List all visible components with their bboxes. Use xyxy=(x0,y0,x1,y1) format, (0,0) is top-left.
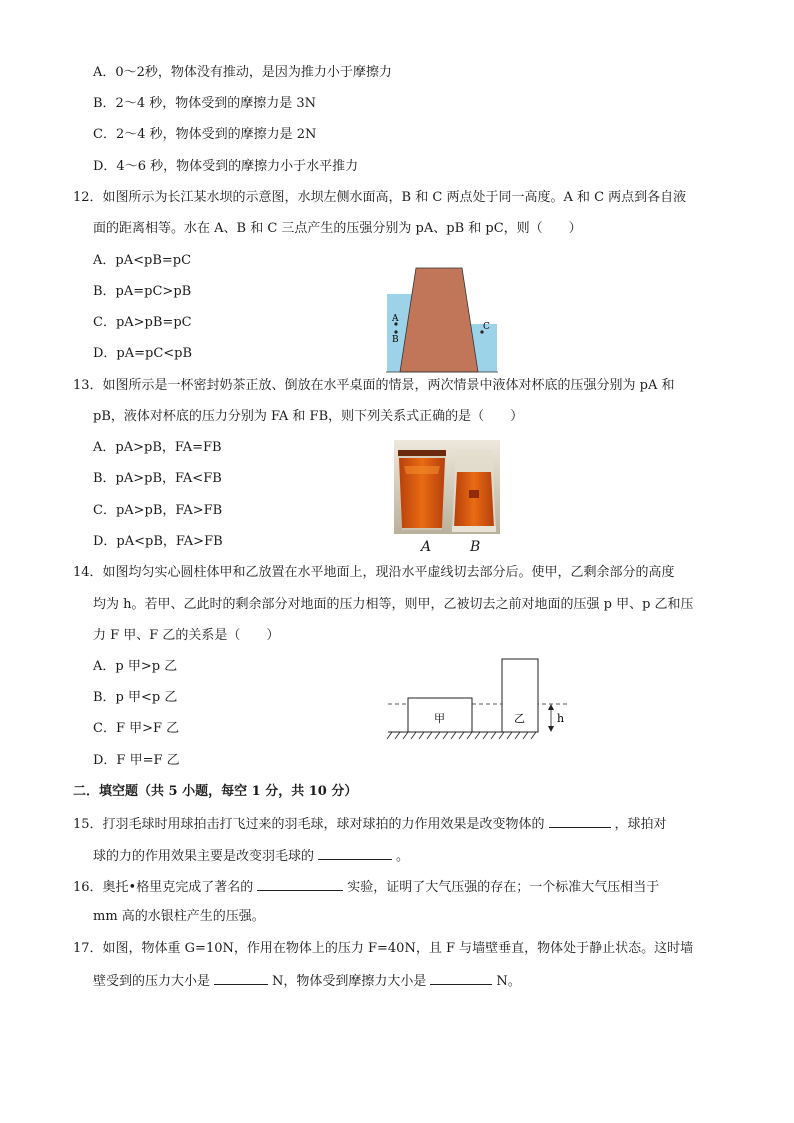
photo-label-b: B xyxy=(470,539,481,555)
q15-text-4: 。 xyxy=(396,849,410,864)
q16-line2: mm 高的水银柱产生的压强。 xyxy=(93,909,265,924)
label-jia: 甲 xyxy=(434,712,445,725)
dam-body xyxy=(400,268,478,372)
q14-stem-line1: 14．如图均匀实心圆柱体甲和乙放置在水平地面上，现沿水平虚线切去部分后。使甲，乙剩余部分的高度 xyxy=(73,565,675,580)
q12-option-a: A．pA<pB=pC xyxy=(93,253,192,268)
q13-option-d: D．pA<pB，FA>FB xyxy=(93,534,223,549)
q12-option-c: C．pA>pB=pC xyxy=(93,315,192,330)
section-heading-fill-blank: 二．填空题（共 5 小题，每空 1 分，共 10 分） xyxy=(73,784,358,799)
q16-text-2: 实验，证明了大气压强的存在；一个标准大气压相当于 xyxy=(347,880,660,895)
dam-diagram xyxy=(386,266,498,374)
q13-option-b: B．pA>pB，FA<FB xyxy=(93,471,222,486)
point-b-dot xyxy=(394,330,397,333)
milk-tea-photo xyxy=(394,440,500,534)
q17-text-1: 壁受到的压力大小是 xyxy=(93,974,211,989)
q15-text-1: 15．打羽毛球时用球拍击打飞过来的羽毛球，球对球拍的力作用效果是改变物体的 xyxy=(73,817,545,832)
q13-option-a: A．pA>pB，FA=FB xyxy=(93,440,222,455)
q15-text-2: ，球拍对 xyxy=(614,817,667,832)
label-yi: 乙 xyxy=(514,712,525,725)
q17-line2 xyxy=(93,970,521,992)
ground-hatching xyxy=(387,732,536,739)
label-a: A xyxy=(392,314,399,324)
q11-option-d: D．4～6 秒，物体受到的摩擦力小于水平推力 xyxy=(93,159,359,174)
q13-stem-line2: pB，液体对杯底的压力分别为 FA 和 FB，则下列关系式正确的是（ ） xyxy=(93,409,524,424)
q15-line1 xyxy=(73,813,667,835)
q14-stem-line2: 均为 h。若甲、乙此时的剩余部分对地面的压力相等，则甲，乙被切去之前对地面的压强 p 甲、p 乙和压 xyxy=(93,597,694,612)
q12-option-d: D．pA=pC<pB xyxy=(93,346,193,361)
label-b: B xyxy=(392,335,399,345)
q17-text-3: N。 xyxy=(496,974,521,989)
q17-text-2: N，物体受到摩擦力大小是 xyxy=(272,974,427,989)
q15-blank-1[interactable] xyxy=(549,813,611,828)
cylinders-diagram xyxy=(386,656,572,742)
q12-stem-line2: 面的距离相等。水在 A、B 和 C 三点产生的压强分别为 pA、pB 和 pC，则（ ） xyxy=(93,221,582,236)
q16-line1 xyxy=(73,876,659,898)
q12-option-b: B．pA=pC>pB xyxy=(93,284,192,299)
label-h: h xyxy=(557,712,565,725)
q13-option-c: C．pA>pB，FA>FB xyxy=(93,503,223,518)
q14-stem-line3: 力 F 甲、F 乙的关系是（ ） xyxy=(93,628,280,643)
q12-stem-line1: 12．如图所示为长江某水坝的示意图，水坝左侧水面高，B 和 C 两点处于同一高度。A 和 C 两点到各自液 xyxy=(73,190,687,205)
q14-option-b: B．p 甲<p 乙 xyxy=(93,690,178,705)
photo-label-a: A xyxy=(421,539,432,555)
tea-right xyxy=(454,472,494,528)
q15-text-3: 球的力的作用效果主要是改变羽毛球的 xyxy=(93,849,315,864)
label-c: C xyxy=(483,322,490,332)
q13-stem-line1: 13．如图所示是一杯密封奶茶正放、倒放在水平桌面的情景，两次情景中液体对杯底的压强分别为 pA 和 xyxy=(73,378,675,393)
q15-line2 xyxy=(93,845,409,867)
q11-option-c: C．2～4 秒，物体受到的摩擦力是 2N xyxy=(93,127,317,142)
q16-blank-1[interactable] xyxy=(257,876,343,891)
q17-blank-1[interactable] xyxy=(214,970,268,985)
q16-text-1: 16．奥托•格里克完成了著名的 xyxy=(73,880,254,895)
q14-option-a: A．p 甲>p 乙 xyxy=(93,659,178,674)
q17-line1: 17．如图，物体重 G=10N，作用在物体上的压力 F=40N，且 F 与墙壁垂直，物体处于静止状态。这时墙 xyxy=(73,941,694,956)
q11-option-b: B．2～4 秒，物体受到的摩擦力是 3N xyxy=(93,96,317,111)
q11-option-a: A．0～2秒，物体没有推动，是因为推力小于摩擦力 xyxy=(93,65,392,80)
q15-blank-2[interactable] xyxy=(318,845,392,860)
q17-blank-2[interactable] xyxy=(430,970,492,985)
q14-option-c: C．F 甲>F 乙 xyxy=(93,721,180,736)
q14-option-d: D．F 甲=F 乙 xyxy=(93,753,180,768)
